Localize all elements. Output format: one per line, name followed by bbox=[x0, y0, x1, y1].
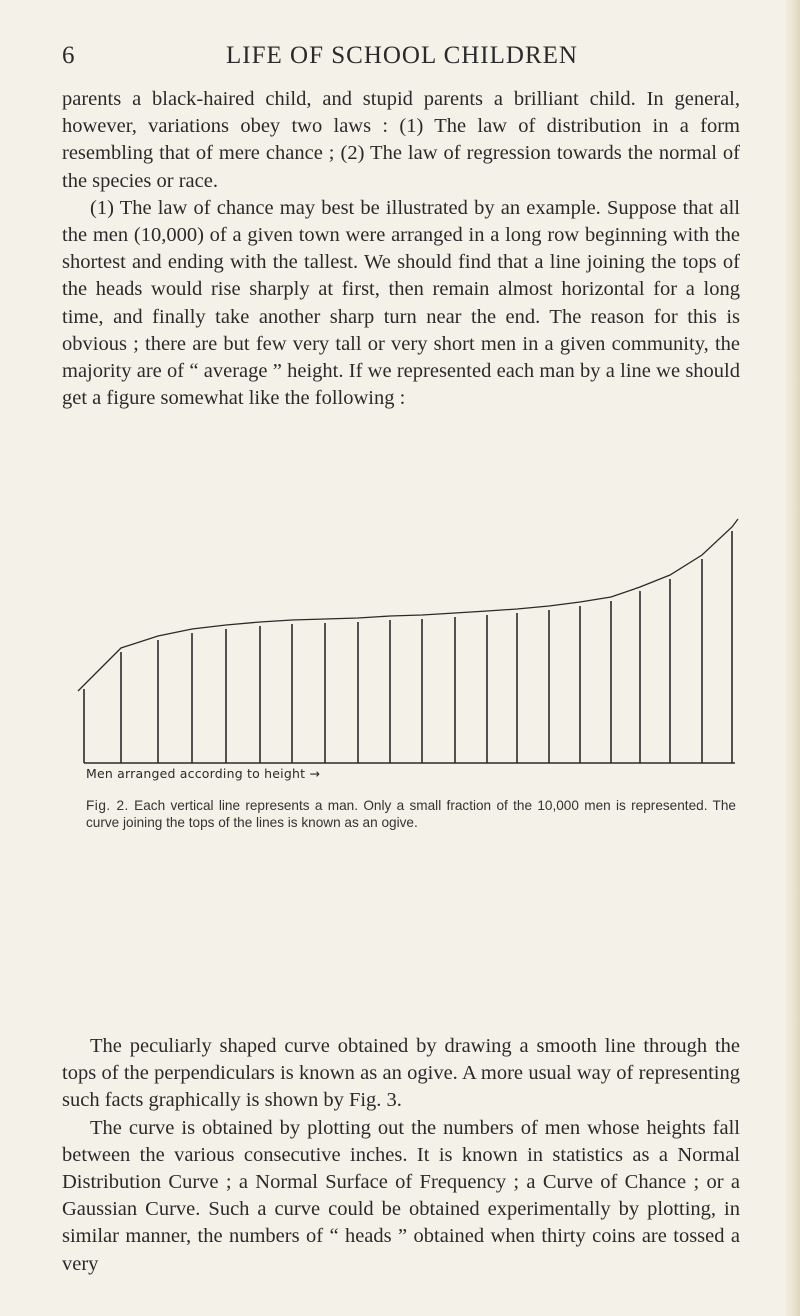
page-header bbox=[62, 42, 742, 78]
page-edge bbox=[786, 0, 800, 1316]
caption-text: Each vertical line represents a man. Only a small fraction of the 10,000 men is represented. The curve joining the tops of the lines is known as an ogive. bbox=[86, 798, 736, 830]
paragraph: The peculiarly shaped curve obtained by drawing a smooth line through the tops of the perpendiculars is known as an ogive. A more usual way of representing such facts graphically is shown by Fig. 3. bbox=[62, 1035, 740, 1112]
caption-label: Fig. 2. bbox=[86, 798, 129, 813]
arrow-icon: → bbox=[309, 766, 321, 781]
axis-label-text: Men arranged according to height bbox=[86, 766, 306, 781]
ogive-figure bbox=[70, 515, 750, 770]
running-head: LIFE OF SCHOOL CHILDREN bbox=[226, 42, 578, 69]
figure-caption bbox=[86, 798, 736, 831]
ogive-lines bbox=[84, 531, 732, 763]
page-number: 6 bbox=[62, 42, 75, 69]
paragraph: (1) The law of chance may best be illustrated by an example. Suppose that all the men (10,000) of a given town were arranged in a long row beginning with the shortest and ending with the tallest. We should find that a line joining the tops of the heads would rise sharply at first, then remain almost horizontal for a long time, and finally take another sharp turn near the end. The reason for this is obvious ; there are but few very tall or very short men in a given community, the majority are of “ average ” height. If we represented each man by a line we should get a figure somewhat like the following : bbox=[62, 196, 740, 410]
paragraph: parents a black-haired child, and stupid parents a brilliant child. In general, however, variations obey two laws : (1) The law of distribution in a form resembling that of mere chance ; (2) The law of regression towards the normal of the species or race. bbox=[62, 88, 740, 192]
text-block-bottom bbox=[62, 1033, 740, 1278]
ogive-curve bbox=[78, 519, 738, 691]
text-block-top bbox=[62, 86, 740, 412]
figure-axis-label bbox=[86, 766, 320, 781]
paragraph: The curve is obtained by plotting out the numbers of men whose heights fall between the various consecutive inches. It is known in statistics as a Normal Distribution Curve ; a Normal Surface of Frequency ; a Curve of Chance ; or a Gaussian Curve. Such a curve could be obtained experimentally by plotting, in similar manner, the numbers of “ heads ” obtained when thirty coins are tossed a very bbox=[62, 1116, 740, 1275]
